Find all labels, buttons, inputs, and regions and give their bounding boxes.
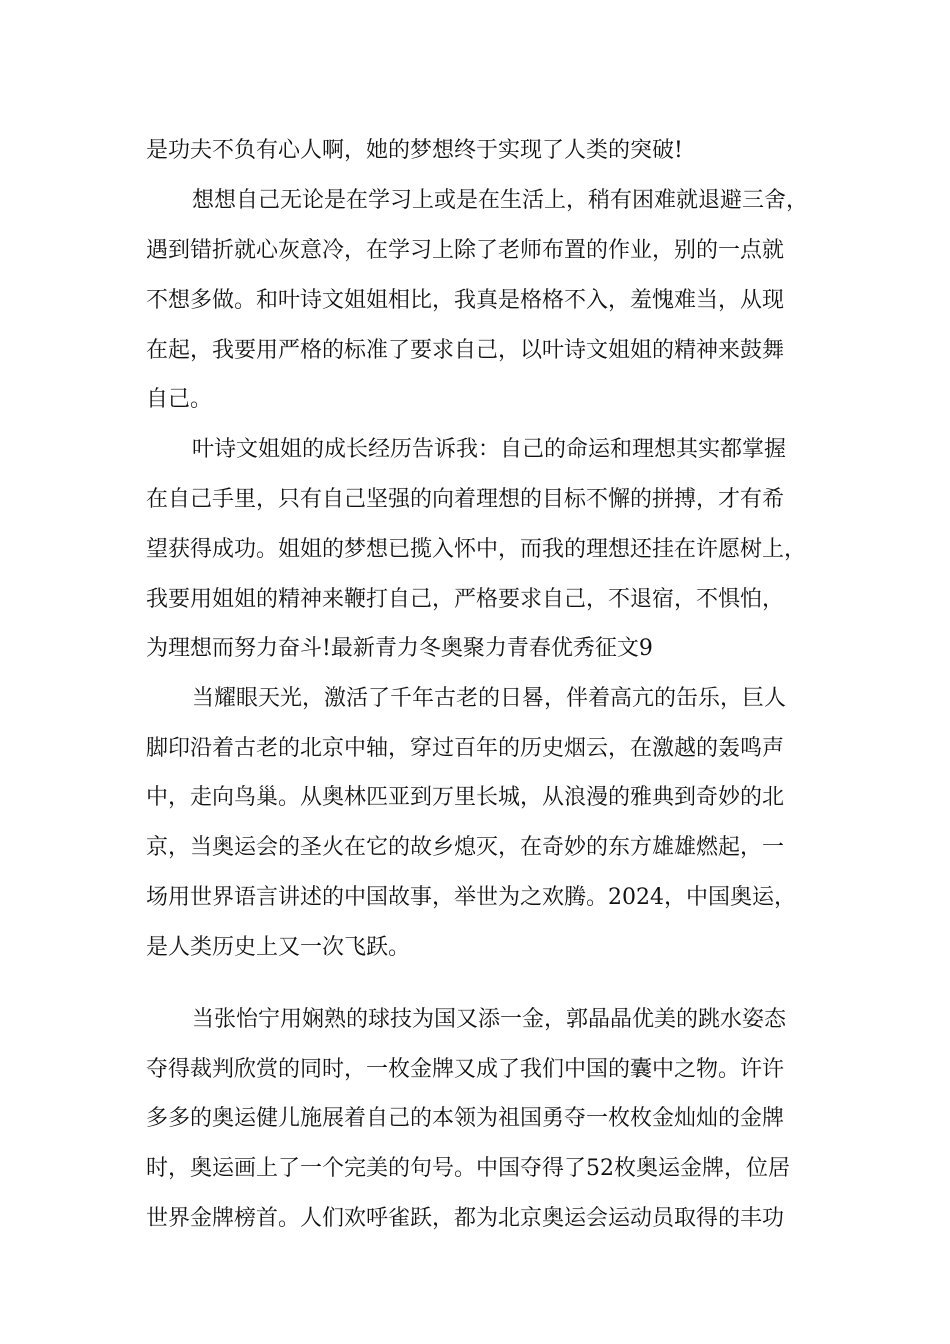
text-line-5: 在起，我要用严格的标准了要求自己，以叶诗文姐姐的精神来鼓舞 — [146, 338, 785, 363]
text-line-11: 为理想而努力奋斗!最新青力冬奥聚力青春优秀征文9 — [146, 636, 653, 661]
text-line-6: 自己。 — [146, 387, 213, 412]
text-line-10: 我要用姐姐的精神来鞭打自己，严格要求自己，不退宿，不惧怕， — [146, 587, 785, 612]
text-line-15: 京，当奥运会的圣火在它的故乡熄灭，在奇妙的东方雄雄燃起，一 — [146, 835, 785, 860]
text-line-20: 多多的奥运健儿施展着自己的本领为祖国勇夺一枚枚金灿灿的金牌 — [146, 1106, 785, 1131]
text-line-8: 在自己手里，只有自己坚强的向着理想的目标不懈的拼搏，才有希 — [146, 487, 785, 512]
text-line-12: 当耀眼天光，激活了千年古老的日晷，伴着高亢的缶乐，巨人 — [192, 686, 787, 711]
text-line-9: 望获得成功。姐姐的梦想已揽入怀中，而我的理想还挂在许愿树上， — [146, 537, 807, 562]
text-line-7: 叶诗文姐姐的成长经历告诉我：自己的命运和理想其实都掌握 — [192, 437, 787, 462]
text-line-21: 时，奥运画上了一个完美的句号。中国夺得了52枚奥运金牌，位居 — [146, 1156, 790, 1181]
text-line-2: 想想自己无论是在学习上或是在生活上，稍有困难就退避三舍， — [192, 188, 809, 213]
text-line-19: 夺得裁判欣赏的同时，一枚金牌又成了我们中国的囊中之物。许许 — [146, 1057, 785, 1082]
text-line-4: 不想多做。和叶诗文姐姐相比，我真是格格不入，羞愧难当，从现 — [146, 288, 785, 313]
text-line-16: 场用世界语言讲述的中国故事，举世为之欢腾。2024，中国奥运， — [146, 885, 796, 910]
text-line-18: 当张怡宁用娴熟的球技为国又添一金，郭晶晶优美的跳水姿态 — [192, 1007, 787, 1032]
text-line-14: 中，走向鸟巢。从奥林匹亚到万里长城，从浪漫的雅典到奇妙的北 — [146, 785, 785, 810]
text-line-1: 是功夫不负有心人啊，她的梦想终于实现了人类的突破! — [146, 138, 683, 163]
text-line-13: 脚印沿着古老的北京中轴，穿过百年的历史烟云，在激越的轰鸣声 — [146, 736, 785, 761]
text-line-22: 世界金牌榜首。人们欢呼雀跃，都为北京奥运会运动员取得的丰功 — [146, 1206, 785, 1231]
text-line-17: 是人类历史上又一次飞跃。 — [146, 935, 411, 960]
text-line-3: 遇到错折就心灰意冷，在学习上除了老师布置的作业，别的一点就 — [146, 238, 785, 263]
